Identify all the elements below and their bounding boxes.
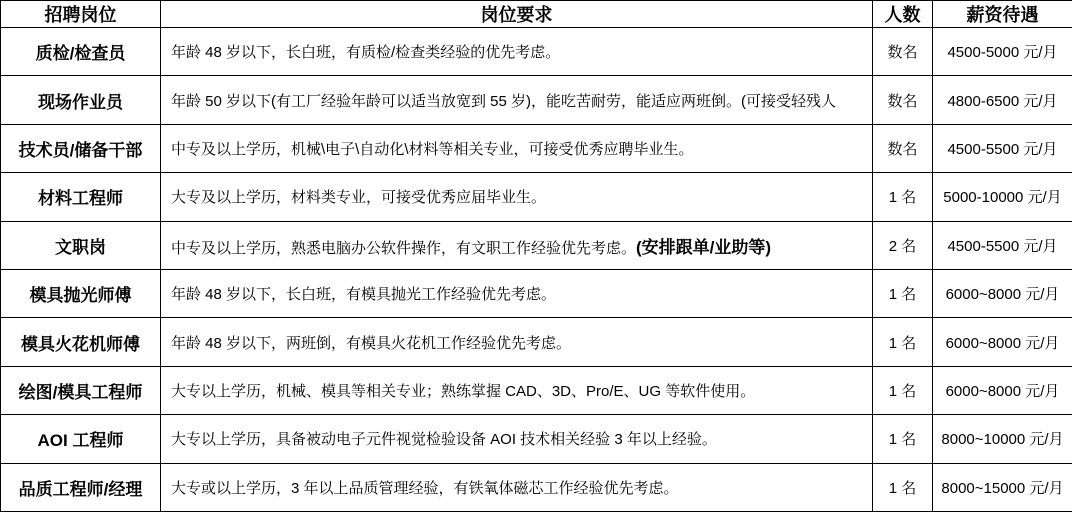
table-row [1, 76, 1072, 124]
requirement-cell [161, 318, 873, 366]
table-row [1, 28, 1072, 76]
position-cell: 质检/检查员 [1, 28, 161, 76]
requirement-cell [161, 221, 873, 269]
salary-cell: 6000~8000 元/月 [933, 366, 1072, 414]
requirement-cell [161, 124, 873, 172]
table-row [1, 221, 1072, 269]
headcount-cell: 数名 [873, 124, 933, 172]
requirement-bold-text: (安排跟单/业助等) [636, 237, 772, 257]
requirement-cell [161, 173, 873, 221]
salary-cell: 4800-6500 元/月 [933, 76, 1072, 124]
header-headcount: 人数 [873, 1, 933, 28]
position-cell: 品质工程师/经理 [1, 463, 161, 511]
headcount-cell: 数名 [873, 28, 933, 76]
position-cell: 现场作业员 [1, 76, 161, 124]
requirement-cell [161, 269, 873, 317]
requirement-text: 大专以上学历，机械、模具等相关专业；熟练掌握 CAD、3D、Pro/E、UG 等软件使用。 [171, 382, 756, 400]
requirement-cell [161, 76, 873, 124]
table-row [1, 415, 1072, 463]
position-cell: 模具抛光师傅 [1, 269, 161, 317]
requirement-text: 中专及以上学历，机械\电子\自动化\材料等相关专业，可接受优秀应聘毕业生。 [171, 140, 694, 158]
position-cell: 材料工程师 [1, 173, 161, 221]
headcount-cell: 1 名 [873, 415, 933, 463]
position-cell: AOI 工程师 [1, 415, 161, 463]
salary-cell: 5000-10000 元/月 [933, 173, 1072, 221]
header-requirement: 岗位要求 [161, 1, 873, 28]
header-position: 招聘岗位 [1, 1, 161, 28]
salary-cell: 4500-5500 元/月 [933, 124, 1072, 172]
position-cell: 模具火花机师傅 [1, 318, 161, 366]
salary-cell: 8000~10000 元/月 [933, 415, 1072, 463]
requirement-text: 年龄 50 岁以下(有工厂经验年龄可以适当放宽到 55 岁)，能吃苦耐劳，能适应两班倒。(可接受轻残人 [171, 92, 837, 110]
salary-cell: 4500-5500 元/月 [933, 221, 1072, 269]
headcount-cell: 2 名 [873, 221, 933, 269]
requirement-text: 年龄 48 岁以下，长白班，有质检/检查类经验的优先考虑。 [171, 44, 561, 62]
requirement-text: 大专以上学历，具备被动电子元件视觉检验设备 AOI 技术相关经验 3 年以上经验。 [171, 431, 717, 449]
requirement-cell [161, 28, 873, 76]
requirement-text: 大专及以上学历，材料类专业，可接受优秀应届毕业生。 [171, 189, 547, 207]
salary-cell: 6000~8000 元/月 [933, 318, 1072, 366]
position-cell: 文职岗 [1, 221, 161, 269]
table-row [1, 173, 1072, 221]
header-row [1, 1, 1072, 28]
salary-cell: 8000~15000 元/月 [933, 463, 1072, 511]
headcount-cell: 1 名 [873, 463, 933, 511]
headcount-cell: 1 名 [873, 269, 933, 317]
requirement-text: 中专及以上学历，熟悉电脑办公软件操作，有文职工作经验优先考虑。 [171, 239, 637, 257]
table-row [1, 269, 1072, 317]
headcount-cell: 数名 [873, 76, 933, 124]
salary-cell: 4500-5000 元/月 [933, 28, 1072, 76]
requirement-cell [161, 463, 873, 511]
requirement-cell [161, 415, 873, 463]
table-row [1, 366, 1072, 414]
requirement-text: 年龄 48 岁以下，长白班，有模具抛光工作经验优先考虑。 [171, 286, 557, 304]
requirement-cell [161, 366, 873, 414]
header-salary: 薪资待遇 [933, 1, 1072, 28]
table-row [1, 318, 1072, 366]
headcount-cell: 1 名 [873, 318, 933, 366]
table-row [1, 463, 1072, 511]
requirement-text: 大专或以上学历，3 年以上品质管理经验，有铁氧体磁芯工作经验优先考虑。 [171, 479, 679, 497]
salary-cell: 6000~8000 元/月 [933, 269, 1072, 317]
headcount-cell: 1 名 [873, 173, 933, 221]
headcount-cell: 1 名 [873, 366, 933, 414]
position-cell: 绘图/模具工程师 [1, 366, 161, 414]
requirement-text: 年龄 48 岁以下，两班倒，有模具火花机工作经验优先考虑。 [171, 334, 572, 352]
table-row [1, 124, 1072, 172]
position-cell: 技术员/储备干部 [1, 124, 161, 172]
